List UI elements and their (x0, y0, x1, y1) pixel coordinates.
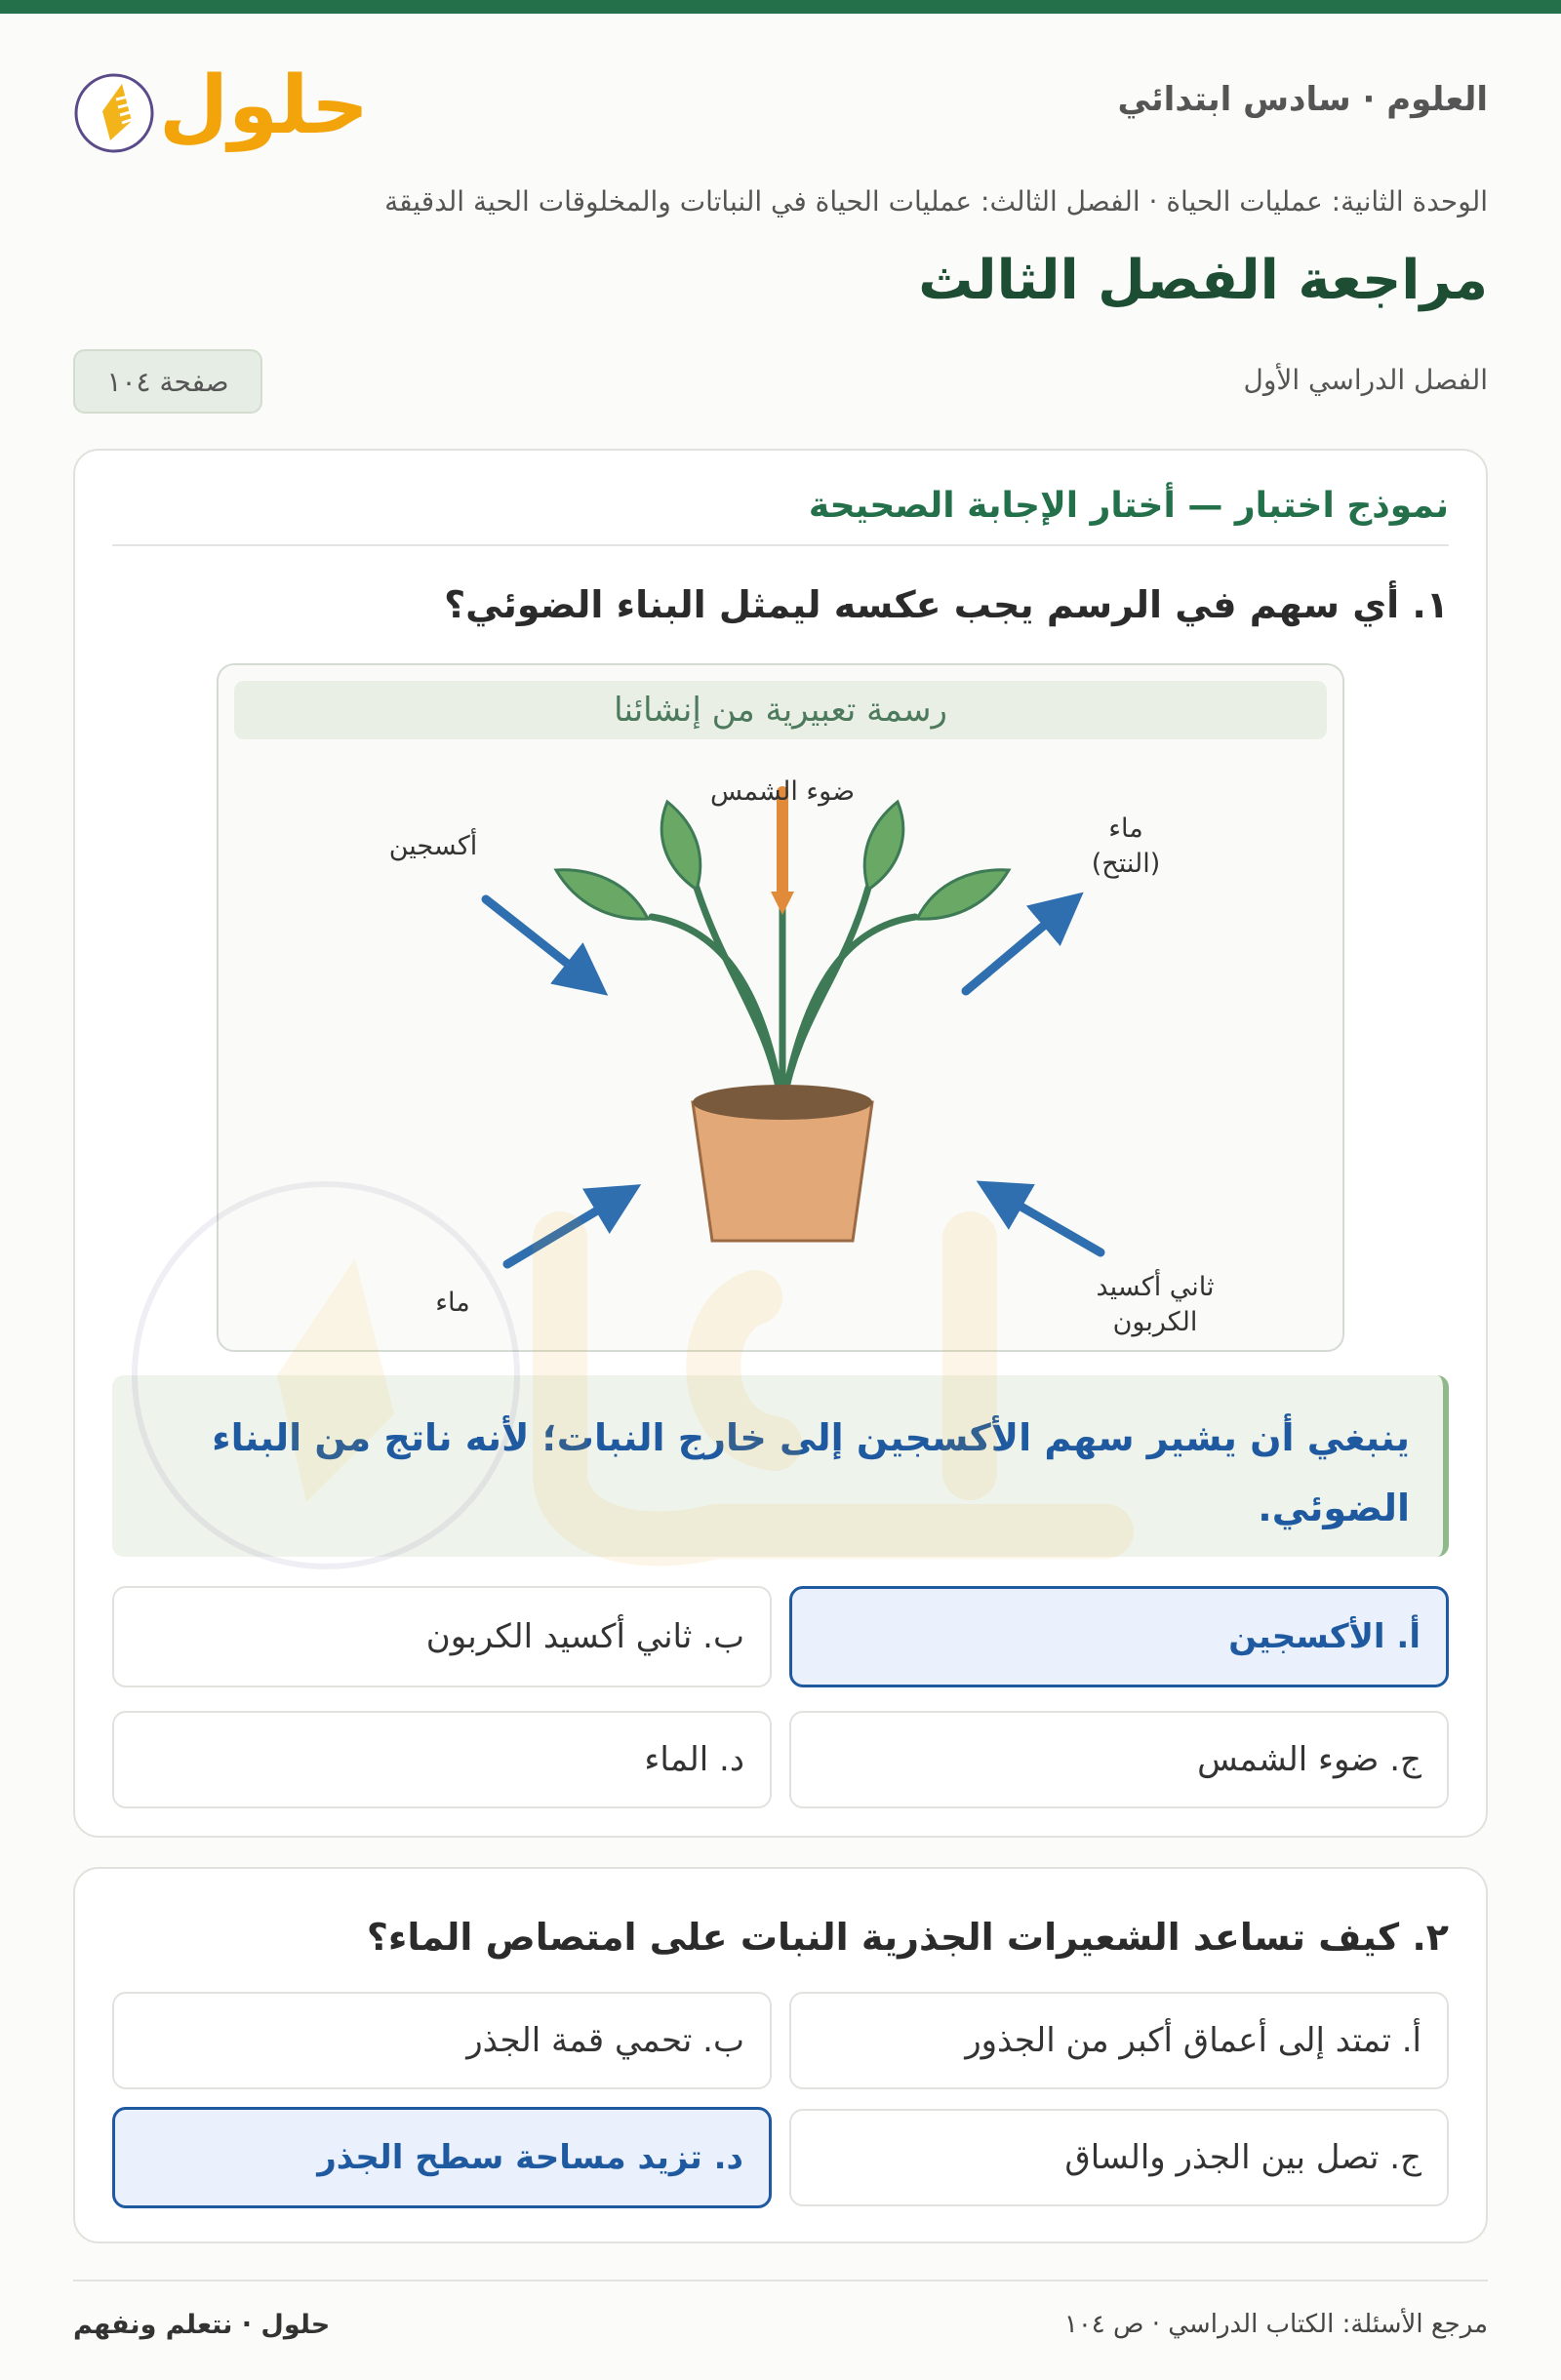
label-water-transpiration: ماء (النتح) (1091, 813, 1161, 879)
figure-caption: رسمة تعبيرية من إنشائنا (234, 681, 1327, 739)
photosynthesis-figure (217, 663, 1344, 1352)
q2-option-c[interactable]: ج. تصل بين الجذر والساق (789, 2109, 1449, 2206)
hulul-logo[interactable] (73, 49, 370, 166)
breadcrumb: الوحدة الثانية: عمليات الحياة · الفصل الثالث: عمليات الحياة في النباتات والمخلوقات الحية الدقيقة (384, 185, 1488, 218)
plant-illustration (219, 665, 1344, 1352)
answer-explanation: ينبغي أن يشير سهم الأكسجين إلى خارج النبات؛ لأنه ناتج من البناء الضوئي. (112, 1375, 1449, 1557)
q1-option-c[interactable]: ج. ضوء الشمس (789, 1711, 1449, 1808)
label-oxygen: أكسجين (388, 831, 478, 861)
footer-brand: حلول · نتعلم ونفهم (73, 2310, 331, 2340)
q2-option-b[interactable]: ب. تحمي قمة الجذر (112, 1992, 772, 2089)
heading-divider (112, 544, 1449, 546)
q1-option-b[interactable]: ب. ثاني أكسيد الكربون (112, 1586, 772, 1687)
label-sunlight: ضوء الشمس (710, 776, 855, 807)
logo-wordmark: حلول (159, 60, 370, 152)
semester-label: الفصل الدراسي الأول (1243, 364, 1488, 396)
page-header (73, 49, 1488, 166)
footer-divider (73, 2280, 1488, 2281)
question-card-1 (73, 449, 1488, 1838)
q2-option-a[interactable]: أ. تمتد إلى أعماق أكبر من الجذور (789, 1992, 1449, 2089)
page-number-badge: صفحة ١٠٤ (73, 349, 262, 414)
q1-option-a[interactable]: أ. الأكسجين (789, 1586, 1449, 1687)
water-in-arrow (507, 1198, 619, 1264)
quiz-heading: نموذج اختبار — أختار الإجابة الصحيحة (808, 486, 1449, 526)
subject-label: العلوم · سادس ابتدائي (1117, 80, 1488, 119)
water-out-arrow (966, 909, 1063, 991)
flower-pot (693, 1102, 872, 1241)
label-carbon-dioxide: ثاني أكسيد الكربون (1096, 1272, 1215, 1337)
q2-option-d[interactable]: د. تزيد مساحة سطح الجذر (112, 2107, 772, 2208)
question-card-2 (73, 1867, 1488, 2243)
question-2-text: ٢. كيف تساعد الشعيرات الجذرية النبات على امتصاص الماء؟ (366, 1916, 1449, 1959)
page-title: مراجعة الفصل الثالث (918, 249, 1488, 312)
top-accent-bar (0, 0, 1561, 14)
question-1-text: ١. أي سهم في الرسم يجب عكسه ليمثل البناء الضوئي؟ (444, 583, 1449, 626)
oxygen-arrow (486, 899, 587, 979)
q1-option-d[interactable]: د. الماء (112, 1711, 772, 1808)
label-water-absorbed: ماء (435, 1288, 470, 1318)
co2-arrow (999, 1194, 1101, 1252)
footer-reference: مرجع الأسئلة: الكتاب الدراسي · ص ١٠٤ (1063, 2310, 1488, 2339)
